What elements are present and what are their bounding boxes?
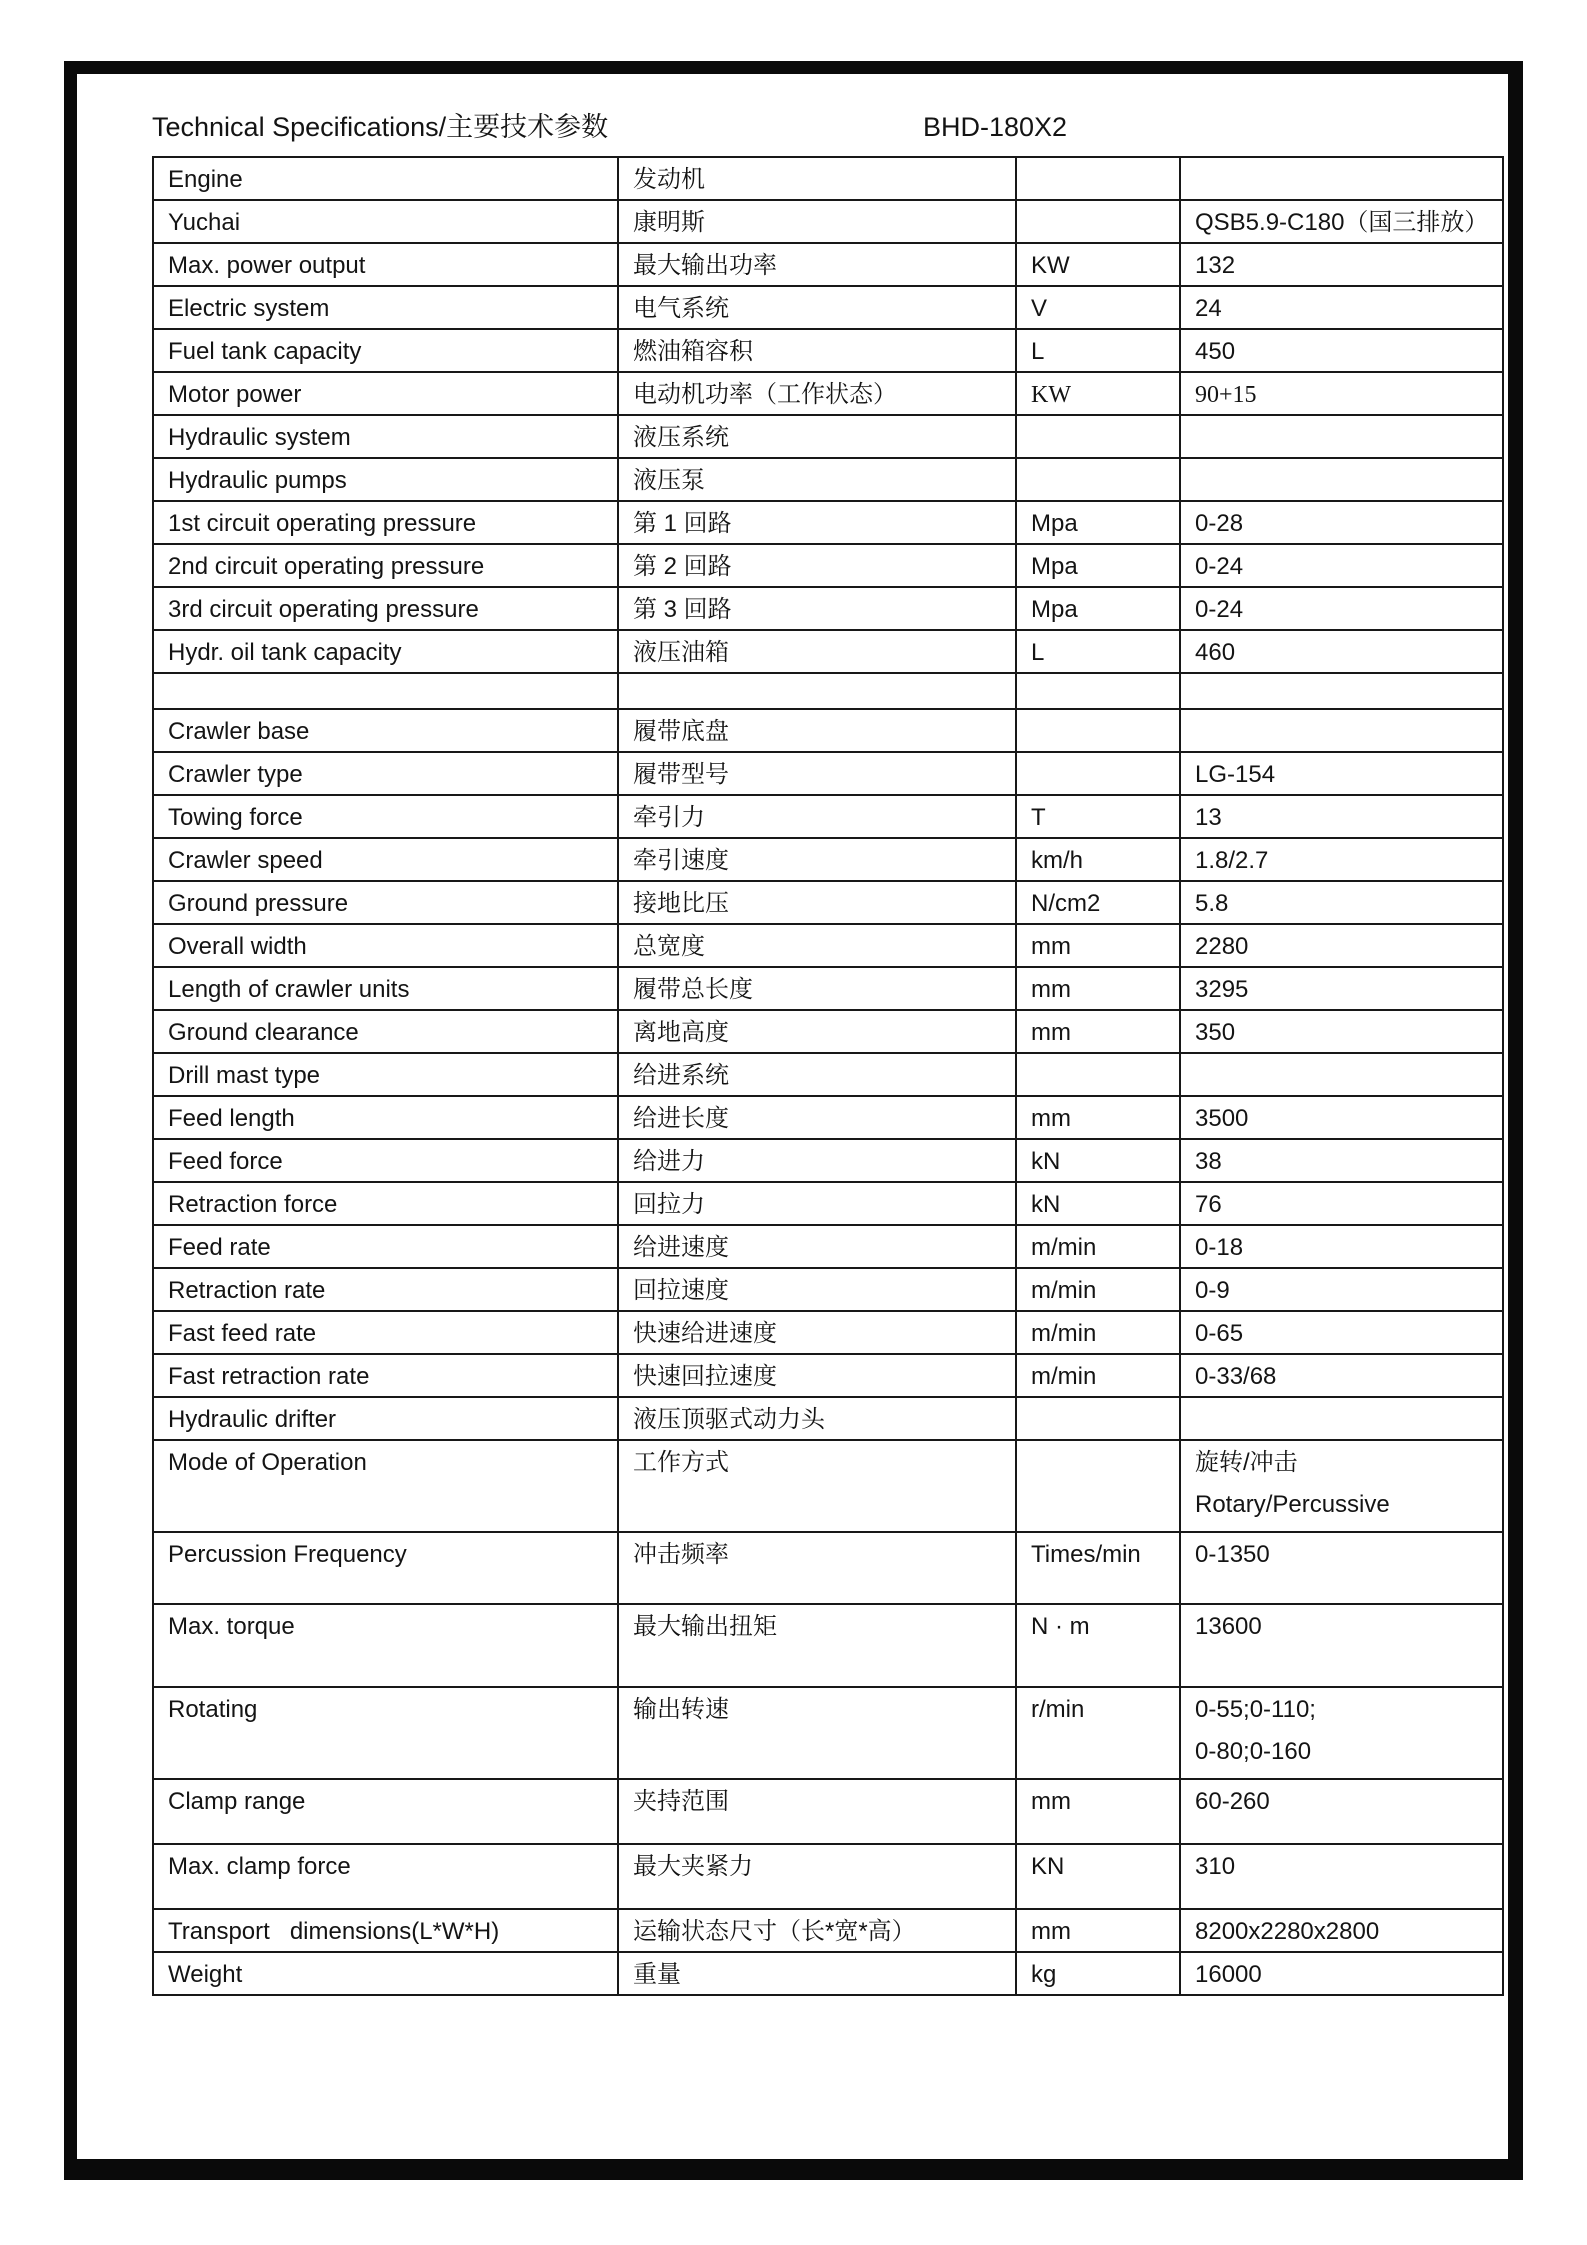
cell-value [1180,1053,1503,1096]
table-row [153,1844,1503,1909]
cell-cn: 履带底盘 [618,709,1016,752]
cell-unit: m/min [1016,1225,1180,1268]
spec-table [152,156,1504,1996]
cell-cn: 燃油箱容积 [618,329,1016,372]
cell-en: 2nd circuit operating pressure [153,544,618,587]
table-row [153,1053,1503,1096]
cell-unit: L [1016,329,1180,372]
cell-value: 0-65 [1180,1311,1503,1354]
cell-en: Retraction rate [153,1268,618,1311]
cell-cn: 发动机 [618,157,1016,200]
cell-value: 0-18 [1180,1225,1503,1268]
cell-cn: 输出转速 [618,1687,1016,1779]
cell-en: Crawler speed [153,838,618,881]
cell-unit: m/min [1016,1311,1180,1354]
cell-en: Fast retraction rate [153,1354,618,1397]
table-row [153,1604,1503,1687]
cell-value: 38 [1180,1139,1503,1182]
cell-unit: T [1016,795,1180,838]
cell-cn: 运输状态尺寸（长*宽*高） [618,1909,1016,1952]
table-row [153,1268,1503,1311]
cell-cn: 给进长度 [618,1096,1016,1139]
cell-value: 90+15 [1180,372,1503,415]
cell-value: 0-28 [1180,501,1503,544]
cell-en: Drill mast type [153,1053,618,1096]
cell-unit: r/min [1016,1687,1180,1779]
cell-value: 350 [1180,1010,1503,1053]
cell-unit [1016,1053,1180,1096]
cell-unit: N · m [1016,1604,1180,1687]
cell-cn: 给进力 [618,1139,1016,1182]
cell-unit: KW [1016,243,1180,286]
page-title: Technical Specifications/主要技术参数 [152,112,609,142]
cell-value: 16000 [1180,1952,1503,1995]
table-row [153,1139,1503,1182]
cell-value [1180,1397,1503,1440]
cell-value: 60-260 [1180,1779,1503,1844]
cell-unit: mm [1016,924,1180,967]
cell-unit [1016,157,1180,200]
cell-unit: m/min [1016,1268,1180,1311]
table-row [153,1397,1503,1440]
cell-cn: 回拉速度 [618,1268,1016,1311]
cell-unit: Mpa [1016,544,1180,587]
cell-unit [1016,200,1180,243]
cell-value: 5.8 [1180,881,1503,924]
table-row [153,1440,1503,1532]
cell-unit: N/cm2 [1016,881,1180,924]
cell-value: 0-24 [1180,587,1503,630]
cell-value: 13 [1180,795,1503,838]
cell-value [1180,458,1503,501]
cell-en: Feed force [153,1139,618,1182]
cell-en: Hydr. oil tank capacity [153,630,618,673]
cell-en: Towing force [153,795,618,838]
cell-unit: kN [1016,1182,1180,1225]
table-row [153,200,1503,243]
cell-value: 24 [1180,286,1503,329]
cell-en: Engine [153,157,618,200]
cell-en: Max. clamp force [153,1844,618,1909]
table-row [153,1532,1503,1604]
cell-cn: 最大夹紧力 [618,1844,1016,1909]
table-row [153,838,1503,881]
cell-unit [1016,673,1180,709]
cell-unit [1016,415,1180,458]
cell-cn: 第 2 回路 [618,544,1016,587]
cell-en: Length of crawler units [153,967,618,1010]
table-row [153,709,1503,752]
cell-cn: 快速给进速度 [618,1311,1016,1354]
table-row [153,967,1503,1010]
table-row [153,1010,1503,1053]
cell-en: Mode of Operation [153,1440,618,1532]
cell-cn: 冲击频率 [618,1532,1016,1604]
cell-cn: 电气系统 [618,286,1016,329]
cell-cn: 履带型号 [618,752,1016,795]
table-row [153,1909,1503,1952]
cell-unit: mm [1016,1096,1180,1139]
table-row [153,1096,1503,1139]
cell-en: Max. power output [153,243,618,286]
cell-en: Fuel tank capacity [153,329,618,372]
table-row [153,752,1503,795]
cell-en: Crawler base [153,709,618,752]
table-row [153,329,1503,372]
cell-en: Retraction force [153,1182,618,1225]
cell-value: 310 [1180,1844,1503,1909]
cell-en: Max. torque [153,1604,618,1687]
cell-value: 450 [1180,329,1503,372]
cell-value: QSB5.9-C180（国三排放） [1180,200,1503,243]
cell-cn: 液压顶驱式动力头 [618,1397,1016,1440]
table-row [153,795,1503,838]
table-row [153,1952,1503,1995]
cell-unit: mm [1016,967,1180,1010]
cell-value [1180,709,1503,752]
cell-value [1180,1687,1503,1779]
cell-value: 1.8/2.7 [1180,838,1503,881]
cell-en: Crawler type [153,752,618,795]
cell-value: 13600 [1180,1604,1503,1687]
cell-value [1180,157,1503,200]
cell-cn: 工作方式 [618,1440,1016,1532]
cell-unit: mm [1016,1779,1180,1844]
cell-unit [1016,458,1180,501]
cell-cn: 履带总长度 [618,967,1016,1010]
table-row [153,286,1503,329]
cell-unit: kN [1016,1139,1180,1182]
table-row [153,243,1503,286]
table-row [153,673,1503,709]
cell-value: 3500 [1180,1096,1503,1139]
cell-cn: 重量 [618,1952,1016,1995]
cell-unit: L [1016,630,1180,673]
cell-cn: 给进系统 [618,1053,1016,1096]
cell-en: Motor power [153,372,618,415]
cell-cn: 总宽度 [618,924,1016,967]
table-row [153,924,1503,967]
table-row [153,372,1503,415]
cell-en: Hydraulic drifter [153,1397,618,1440]
cell-unit: V [1016,286,1180,329]
cell-value: LG-154 [1180,752,1503,795]
table-row [153,458,1503,501]
table-row [153,1182,1503,1225]
cell-value: 3295 [1180,967,1503,1010]
cell-en: Ground pressure [153,881,618,924]
cell-unit [1016,1440,1180,1532]
cell-cn: 回拉力 [618,1182,1016,1225]
model-code: BHD-180X2 [923,112,1068,142]
cell-en: Weight [153,1952,618,1995]
cell-en: Feed rate [153,1225,618,1268]
cell-cn: 给进速度 [618,1225,1016,1268]
cell-value [1180,415,1503,458]
cell-en: Ground clearance [153,1010,618,1053]
cell-en: Percussion Frequency [153,1532,618,1604]
cell-en: Electric system [153,286,618,329]
cell-unit: Times/min [1016,1532,1180,1604]
cell-cn: 康明斯 [618,200,1016,243]
cell-unit: Mpa [1016,501,1180,544]
cell-cn: 第 3 回路 [618,587,1016,630]
cell-unit: KN [1016,1844,1180,1909]
cell-unit: mm [1016,1010,1180,1053]
cell-value [1180,1440,1503,1532]
cell-en: Transport dimensions(L*W*H) [153,1909,618,1952]
cell-en: Hydraulic system [153,415,618,458]
cell-value: 0-1350 [1180,1532,1503,1604]
cell-cn: 夹持范围 [618,1779,1016,1844]
cell-value: 2280 [1180,924,1503,967]
cell-value: 0-33/68 [1180,1354,1503,1397]
cell-cn: 离地高度 [618,1010,1016,1053]
cell-value: 0-24 [1180,544,1503,587]
cell-unit: m/min [1016,1354,1180,1397]
cell-unit [1016,752,1180,795]
cell-cn [618,673,1016,709]
cell-value: 132 [1180,243,1503,286]
cell-cn: 牵引力 [618,795,1016,838]
cell-unit [1016,709,1180,752]
cell-cn: 最大输出扭矩 [618,1604,1016,1687]
cell-cn: 第 1 回路 [618,501,1016,544]
cell-value: 76 [1180,1182,1503,1225]
table-row [153,587,1503,630]
table-row [153,1687,1503,1779]
cell-value: 0-9 [1180,1268,1503,1311]
cell-en: Overall width [153,924,618,967]
table-row [153,415,1503,458]
table-row [153,1354,1503,1397]
table-row [153,1225,1503,1268]
cell-unit: Mpa [1016,587,1180,630]
cell-en [153,673,618,709]
cell-unit: km/h [1016,838,1180,881]
cell-cn: 快速回拉速度 [618,1354,1016,1397]
cell-cn: 液压系统 [618,415,1016,458]
value-line-1: 旋转/冲击 [1195,1449,1298,1476]
table-row [153,1311,1503,1354]
cell-cn: 液压油箱 [618,630,1016,673]
value-line-2: 0-80;0-160 [1195,1738,1312,1765]
cell-value [1180,673,1503,709]
cell-cn: 电动机功率（工作状态） [618,372,1016,415]
cell-en: 3rd circuit operating pressure [153,587,618,630]
cell-unit: KW [1016,372,1180,415]
table-row [153,544,1503,587]
cell-en: Feed length [153,1096,618,1139]
cell-en: Yuchai [153,200,618,243]
cell-en: Rotating [153,1687,618,1779]
value-line-1: 0-55;0-110; [1195,1696,1316,1723]
cell-unit: mm [1016,1909,1180,1952]
table-row [153,157,1503,200]
cell-en: Hydraulic pumps [153,458,618,501]
cell-cn: 牵引速度 [618,838,1016,881]
cell-cn: 接地比压 [618,881,1016,924]
cell-cn: 液压泵 [618,458,1016,501]
cell-en: Clamp range [153,1779,618,1844]
table-row [153,630,1503,673]
cell-value: 8200x2280x2800 [1180,1909,1503,1952]
value-line-2: Rotary/Percussive [1195,1491,1390,1518]
cell-unit: kg [1016,1952,1180,1995]
cell-en: 1st circuit operating pressure [153,501,618,544]
table-row [153,501,1503,544]
spec-table-body [153,157,1503,1995]
cell-value: 460 [1180,630,1503,673]
cell-unit [1016,1397,1180,1440]
cell-en: Fast feed rate [153,1311,618,1354]
table-row [153,1779,1503,1844]
table-row [153,881,1503,924]
cell-cn: 最大输出功率 [618,243,1016,286]
